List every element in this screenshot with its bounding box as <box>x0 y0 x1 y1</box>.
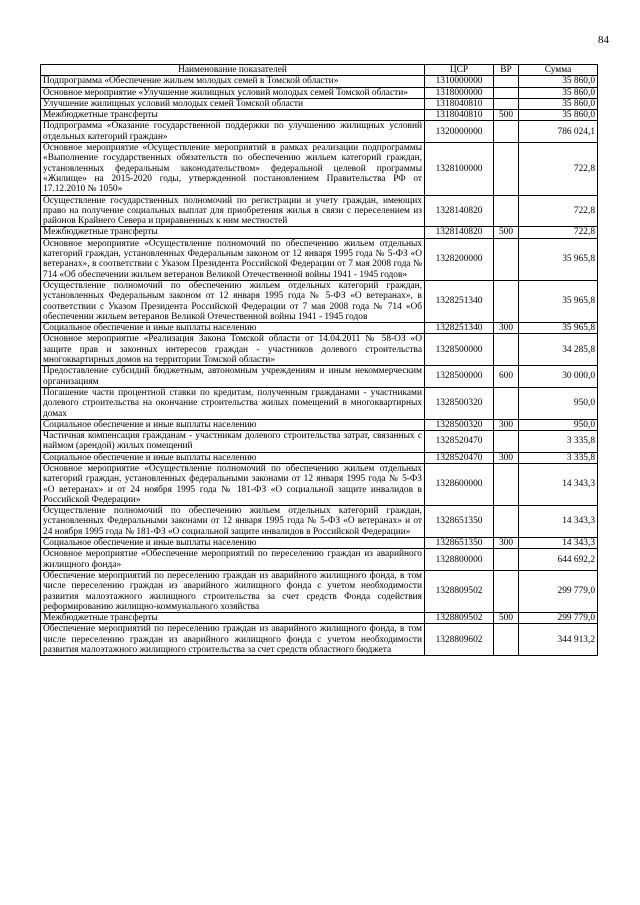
cell-name: Осуществление государственных полномочий по регистрации и учету граждан, имеющих право на получение социальных выплат для приобретения жилья в связи с переселением из районов Крайнего Севера и приравненных к ним местностей <box>41 195 425 227</box>
cell-csr: 1328140820 <box>425 195 494 227</box>
cell-vr <box>494 280 519 322</box>
cell-name: Осуществление полномочий по обеспечению жильем отдельных категорий граждан, установленных Федеральным законом от 12 января 1995 года № 5-ФЗ «О ветеранах», в соответствии с Указом Президента Российской Федерации от 7 мая 2008 года № 714 «Об обеспечении жильем ветеранов Великой Отечественной войны 1941 - 1945 годов <box>41 280 425 322</box>
cell-csr: 1328520470 <box>425 431 494 453</box>
cell-sum: 35 860,0 <box>519 87 598 98</box>
table-row <box>41 570 598 612</box>
table-row <box>41 110 598 121</box>
cell-sum: 14 343,3 <box>519 463 598 505</box>
cell-vr <box>494 98 519 109</box>
cell-vr: 300 <box>494 419 519 430</box>
cell-name: Предоставление субсидий бюджетным, автономным учреждениям и иным некоммерческим организациям <box>41 366 425 388</box>
cell-name: Подпрограмма «Оказание государственной поддержки по улучшению жилищных условий отдельных категорий граждан» <box>41 121 425 143</box>
cell-vr <box>494 76 519 87</box>
cell-vr: 300 <box>494 323 519 334</box>
cell-vr <box>494 334 519 366</box>
cell-sum: 35 965,8 <box>519 238 598 280</box>
cell-sum: 3 335,8 <box>519 431 598 453</box>
cell-csr: 1328809502 <box>425 613 494 624</box>
table-header-row <box>41 65 598 76</box>
cell-name: Улучшение жилищных условий молодых семей Томской области <box>41 98 425 109</box>
cell-csr: 1328600000 <box>425 463 494 505</box>
cell-csr: 1328651350 <box>425 506 494 538</box>
cell-name: Частичная компенсация гражданам - участникам долевого строительства затрат, связанных с наймом (арендой) жилых помещений <box>41 431 425 453</box>
cell-name: Межбюджетные трансферты <box>41 110 425 121</box>
cell-csr: 1328500320 <box>425 387 494 419</box>
cell-csr: 1328251340 <box>425 280 494 322</box>
cell-sum: 950,0 <box>519 419 598 430</box>
cell-csr: 1318040810 <box>425 98 494 109</box>
cell-name: Осуществление полномочий по обеспечению жильем отдельных категорий граждан, установленных Федеральными законами от 12 января 1995 года № 5-ФЗ «О ветеранах» и от 24 ноября 1995 года № 181-ФЗ «О социальной защите инвалидов в Российской Федерации» <box>41 506 425 538</box>
cell-csr: 1328500320 <box>425 419 494 430</box>
cell-sum: 14 343,3 <box>519 506 598 538</box>
table-row <box>41 280 598 322</box>
header-csr: ЦСР <box>425 65 494 76</box>
cell-csr: 1328500000 <box>425 366 494 388</box>
cell-vr <box>494 195 519 227</box>
cell-csr: 1328200000 <box>425 238 494 280</box>
cell-csr: 1328651350 <box>425 538 494 549</box>
table-row <box>41 366 598 388</box>
cell-csr: 1328809602 <box>425 624 494 656</box>
table-row <box>41 624 598 656</box>
cell-name: Основное мероприятие «Осуществление полномочий по обеспечению жильем отдельных категорий граждан, установленных федеральными законами от 12 января 1995 года № 5-ФЗ «О ветеранах» и от 24 ноября 1995 года № 181-ФЗ «О социальной защите инвалидов в Российской Федерации» <box>41 463 425 505</box>
cell-vr <box>494 387 519 419</box>
table-row <box>41 334 598 366</box>
table-row <box>41 98 598 109</box>
header-vr: ВР <box>494 65 519 76</box>
table-row <box>41 387 598 419</box>
cell-vr <box>494 624 519 656</box>
cell-csr: 1320000000 <box>425 121 494 143</box>
cell-csr: 1328809502 <box>425 570 494 612</box>
table-row <box>41 87 598 98</box>
table-row <box>41 431 598 453</box>
table-row <box>41 463 598 505</box>
cell-vr <box>494 431 519 453</box>
cell-vr: 600 <box>494 366 519 388</box>
cell-name: Погашение части процентной ставки по кредитам, полученным гражданами - участниками долевого строительства на окончание строительства жилых помещений в многоквартирных домах <box>41 387 425 419</box>
cell-name: Социальное обеспечение и иные выплаты населению <box>41 323 425 334</box>
cell-sum: 30 000,0 <box>519 366 598 388</box>
cell-csr: 1328520470 <box>425 452 494 463</box>
cell-csr: 1328500000 <box>425 334 494 366</box>
table-row <box>41 143 598 195</box>
cell-sum: 35 860,0 <box>519 98 598 109</box>
page-number: 84 <box>598 34 609 46</box>
cell-name: Основное мероприятие «Осуществление полномочий по обеспечению жильем отдельных категорий граждан, установленных Федеральным законом от 12 января 1995 года № 5-ФЗ «О ветеранах», в соответствии с Указом Президента Российской Федерации от 7 мая 2008 года № 714 «Об обеспечении жильем ветеранов Великой Отечественной войны 1941 - 1945 годов» <box>41 238 425 280</box>
cell-sum: 722,8 <box>519 143 598 195</box>
table-row <box>41 227 598 238</box>
cell-sum: 35 965,8 <box>519 323 598 334</box>
cell-csr: 1328800000 <box>425 549 494 571</box>
budget-table <box>40 64 598 656</box>
table-row <box>41 238 598 280</box>
cell-vr <box>494 549 519 571</box>
cell-vr <box>494 121 519 143</box>
cell-name: Обеспечение мероприятий по переселению граждан из аварийного жилищного фонда, в том числе переселению граждан из аварийного жилищного фонда с учетом необходимости развития малоэтажного жилищного строительства за счет средств областного бюджета <box>41 624 425 656</box>
cell-csr: 1318000000 <box>425 87 494 98</box>
cell-sum: 35 965,8 <box>519 280 598 322</box>
cell-sum: 34 285,8 <box>519 334 598 366</box>
cell-sum: 644 692,2 <box>519 549 598 571</box>
table-row <box>41 538 598 549</box>
cell-csr: 1318040810 <box>425 110 494 121</box>
cell-csr: 1310000000 <box>425 76 494 87</box>
cell-sum: 299 779,0 <box>519 570 598 612</box>
cell-sum: 3 335,8 <box>519 452 598 463</box>
cell-vr <box>494 463 519 505</box>
cell-csr: 1328251340 <box>425 323 494 334</box>
table-row <box>41 121 598 143</box>
cell-name: Основное мероприятие «Реализация Закона Томской области от 14.04.2011 № 58-ОЗ «О защите прав и законных интересов граждан - участников долевого строительства многоквартирных домов на территории Томской области» <box>41 334 425 366</box>
table-row <box>41 195 598 227</box>
cell-name: Основное мероприятие «Улучшение жилищных условий молодых семей Томской области» <box>41 87 425 98</box>
cell-csr: 1328140820 <box>425 227 494 238</box>
table-row <box>41 419 598 430</box>
cell-name: Социальное обеспечение и иные выплаты населению <box>41 419 425 430</box>
cell-sum: 14 343,3 <box>519 538 598 549</box>
cell-vr <box>494 570 519 612</box>
table-body <box>41 76 598 656</box>
cell-name: Межбюджетные трансферты <box>41 227 425 238</box>
header-sum: Сумма <box>519 65 598 76</box>
cell-vr: 500 <box>494 227 519 238</box>
cell-vr: 300 <box>494 538 519 549</box>
cell-sum: 35 860,0 <box>519 110 598 121</box>
cell-name: Подпрограмма «Обеспечение жильем молодых семей в Томской области» <box>41 76 425 87</box>
cell-sum: 299 779,0 <box>519 613 598 624</box>
cell-sum: 722,8 <box>519 195 598 227</box>
cell-name: Основное мероприятие «Обеспечение мероприятий по переселению граждан из аварийного жилищного фонда» <box>41 549 425 571</box>
table-row <box>41 506 598 538</box>
cell-csr: 1328100000 <box>425 143 494 195</box>
cell-sum: 344 913,2 <box>519 624 598 656</box>
cell-vr: 300 <box>494 452 519 463</box>
header-name: Наименование показателей <box>41 65 425 76</box>
table-row <box>41 613 598 624</box>
cell-vr <box>494 143 519 195</box>
table-row <box>41 323 598 334</box>
cell-name: Социальное обеспечение и иные выплаты населению <box>41 452 425 463</box>
cell-name: Социальное обеспечение и иные выплаты населению <box>41 538 425 549</box>
cell-sum: 35 860,0 <box>519 76 598 87</box>
cell-sum: 950,0 <box>519 387 598 419</box>
table-row <box>41 452 598 463</box>
cell-vr <box>494 238 519 280</box>
cell-vr: 500 <box>494 110 519 121</box>
cell-name: Обеспечение мероприятий по переселению граждан из аварийного жилищного фонда, в том числе переселению граждан из аварийного жилищного фонда с учетом необходимости развития малоэтажного жилищного строительства за счет средств Фонда содействия реформированию жилищно-коммунального хозяйства <box>41 570 425 612</box>
cell-name: Основное мероприятие «Осуществление мероприятий в рамках реализации подпрограммы «Выполнение государственных обязательств по обеспечению жильем категорий граждан, установленных федеральным законодательством» федеральной целевой программы «Жилище» на 2015-2020 годы, утвержденной постановлением Правительства РФ от 17.12.2010 № 1050» <box>41 143 425 195</box>
cell-sum: 722,8 <box>519 227 598 238</box>
cell-vr <box>494 87 519 98</box>
cell-vr: 500 <box>494 613 519 624</box>
cell-sum: 786 024,1 <box>519 121 598 143</box>
cell-vr <box>494 506 519 538</box>
table-row <box>41 549 598 571</box>
cell-name: Межбюджетные трансферты <box>41 613 425 624</box>
table-row <box>41 76 598 87</box>
